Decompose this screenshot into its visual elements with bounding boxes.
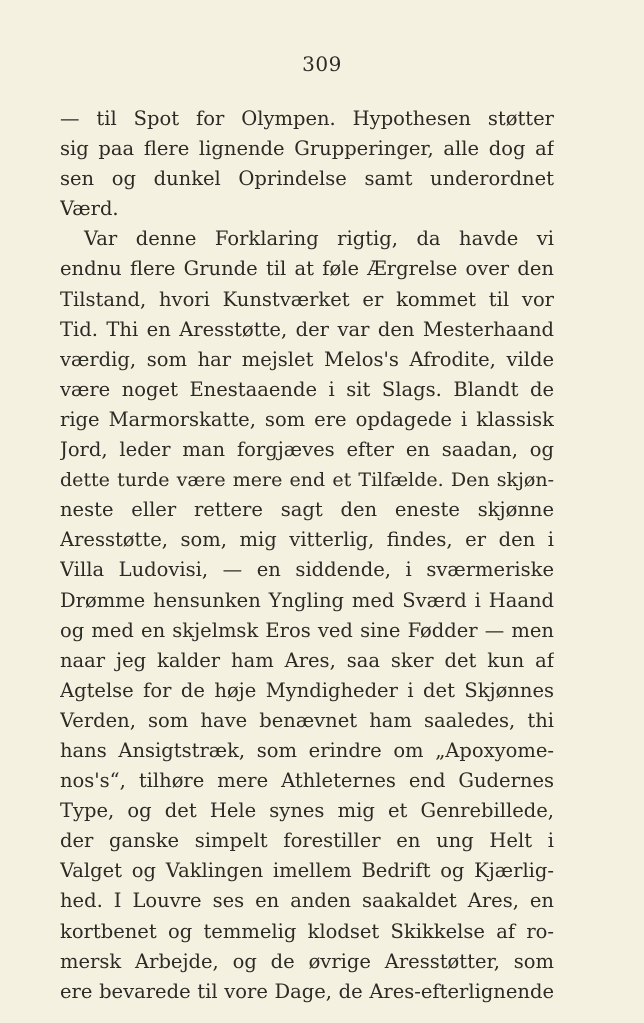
text-line: sen og dunkel Oprindelse samt underordnet: [60, 167, 554, 191]
text-line: nos's“, tilhøre mere Athleternes end Gudernes: [60, 769, 554, 793]
page-number: 309: [302, 52, 342, 76]
text-line: endnu flere Grunde til at føle Ærgrelse over den: [60, 257, 554, 281]
text-line: neste eller rettere sagt den eneste skjønne: [60, 498, 554, 522]
text-line: kortbenet og temmelig klodset Skikkelse af ro-: [60, 919, 554, 943]
text-line: Tilstand, hvori Kunstværket er kommet til vor: [60, 287, 554, 311]
text-line: Aresstøtte, som, mig vitterlig, findes, er den i: [60, 528, 554, 552]
text-line: hed. I Louvre ses en anden saakaldet Ares, en: [60, 889, 554, 913]
text-line: ere bevarede til vore Dage, de Ares-efterlignende: [60, 979, 554, 1003]
text-line: rige Marmorskatte, som ere opdagede i klassisk: [60, 407, 554, 431]
text-line: Verden, som have benævnet ham saaledes, thi: [60, 708, 554, 732]
text-line: Tid. Thi en Aresstøtte, der var den Mesterhaand: [60, 317, 554, 341]
text-line: der ganske simpelt forestiller en ung Helt i: [60, 829, 554, 853]
text-line: dette turde være mere end et Tilfælde. Den skjøn-: [60, 469, 554, 492]
text-line: hans Ansigtstræk, som erindre om „Apoxyome-: [60, 738, 554, 762]
text-line: naar jeg kalder ham Ares, saa sker det kun af: [60, 648, 554, 672]
body-text: [60, 104, 554, 1007]
text-line: Jord, leder man forgjæves efter en saadan, og: [60, 438, 554, 462]
text-line: — til Spot for Olympen. Hypothesen støtter: [60, 107, 554, 130]
text-line: være noget Enestaaende i sit Slags. Blandt de: [60, 377, 554, 401]
text-line: Type, og det Hele synes mig et Genrebillede,: [60, 799, 554, 823]
text-line: sig paa flere lignende Grupperinger, alle dog af: [60, 137, 554, 161]
text-line: Værd.: [60, 197, 119, 221]
text-line: Villa Ludovisi, — en siddende, i sværmeriske: [60, 558, 554, 582]
text-line: Agtelse for de høje Myndigheder i det Skjønnes: [60, 678, 554, 702]
text-line: Drømme hensunken Yngling med Sværd i Haand: [60, 588, 554, 612]
text-line: og med en skjelmsk Eros ved sine Fødder — men: [60, 618, 554, 642]
text-line: værdig, som har mejslet Melos's Afrodite, vilde: [60, 347, 554, 371]
text-line: mersk Arbejde, og de øvrige Aresstøtter, som: [60, 949, 554, 973]
text-line: Valget og Vaklingen imellem Bedrift og Kjærlig-: [60, 859, 554, 883]
text-line: Var denne Forklaring rigtig, da havde vi: [84, 227, 554, 251]
